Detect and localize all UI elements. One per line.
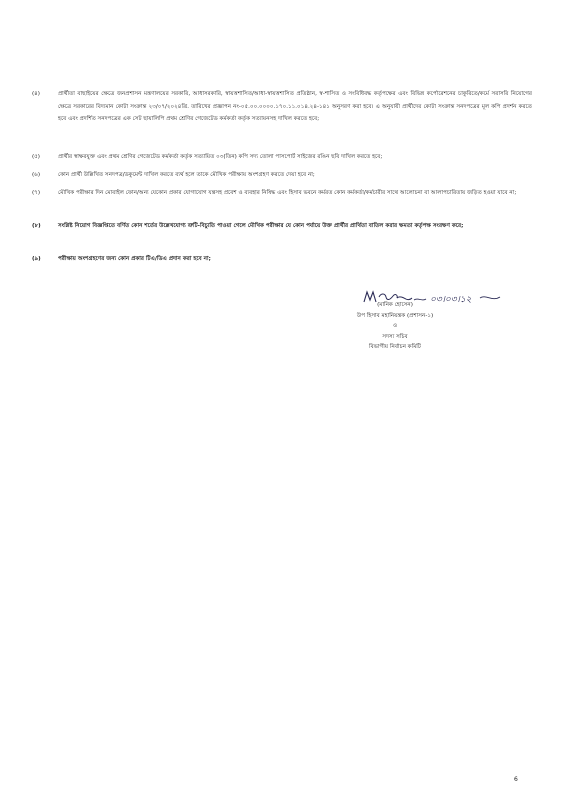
item-text: কোন প্রার্থী উল্লিখিত সনদপত্র/ডকুমেন্ট দাখিল করতে ব্যর্থ হলে তাকে মৌখিক পরীক্ষায় অংশগ্রহণ করতে দেয়া হবে না; bbox=[58, 172, 315, 178]
list-item-4 bbox=[32, 88, 532, 126]
item-number: (৬) bbox=[32, 172, 41, 178]
item-text: মৌখিক পরীক্ষার দিন মোবাইল ফোন/অন্য যেকোন প্রকার যোগাযোগ যন্ত্রসহ প্রবেশ ও ব্যবহার নিষিদ্ধ এবং হিসাব ভবনে কর্মরত কোন কর্মকর্তা/কর্মচারীর সাথে আলোচনা বা আলাপচারিতায় জড়িত হওয়া যাবে না; bbox=[58, 190, 517, 196]
list-item-9 bbox=[32, 253, 532, 266]
list-item-8 bbox=[32, 220, 532, 233]
signatory-conjunction: ও bbox=[392, 323, 398, 329]
signatory-committee: বিভাগীয় নির্বাচন কমিটি bbox=[369, 344, 421, 350]
page-number: 6 bbox=[514, 776, 518, 783]
signatory-name: (মানিক হোসেন) bbox=[377, 302, 413, 308]
list-item-5 bbox=[32, 151, 532, 164]
item-number: (৫) bbox=[32, 154, 40, 160]
signature-date: ০৩।০৩।১২ bbox=[430, 295, 472, 305]
signatory-role: সদস্য সচিব bbox=[382, 333, 408, 340]
item-number: (৭) bbox=[32, 190, 41, 196]
item-text: প্রার্থীর স্বাক্ষরযুক্ত এবং প্রথম শ্রেণির গেজেটেড কর্মকর্তা কর্তৃক সত্যায়িত ০৩(তিন) কপি সদ্য তোলা পাসপোর্ট সাইজের রঙিন ছবি দাখিল করতে হবে; bbox=[58, 154, 383, 160]
signatory-designation: উপ হিসাব মহানিয়ন্ত্রক (প্রশাসন-১) bbox=[356, 312, 434, 319]
list-item-6 bbox=[32, 169, 532, 182]
item-number: (৮) bbox=[32, 223, 41, 229]
item-number: (৪) bbox=[32, 91, 40, 97]
item-number: (৯) bbox=[32, 256, 41, 262]
item-text: সংশ্লিষ্ট নিয়োগ বিজ্ঞপ্তিতে বর্ণিত কোন শর্তের উল্লেখযোগ্য ত্রুটি-বিচ্যুতি পাওয়া গেলে মৌখিক পরীক্ষার যে কোন পর্যায়ে উক্ত প্রার্থীর প্রার্থিতা বাতিল করার ক্ষমতা কর্তৃপক্ষ সংরক্ষণ করে; bbox=[58, 223, 464, 229]
item-text: প্রার্থীতা বাছাইয়ের ক্ষেত্রে জনপ্রশাসন মন্ত্রণালয়ের সরকারি, আধাসরকারি, স্বায়ত্তশাসিত/আধা-স্বায়ত্তশাসিত প্রতিষ্ঠান, স্ব-শাসিত ও সংবিধিবদ্ধ কর্তৃপক্ষের এবং বিভিন্ন কর্পোরেশনের চাকুরিতে/কর্মে সরাসরি নিয়োগের ক্ষেত্রে সরকারের বিদ্যমান কোটা সংক্রান্ত ২৩/০৭/২০২৪খ্রি. তারিখের প্রজ্ঞাপন নং-০৫.০০.০০০০.১৭০.১১.০১৪.২৪-১৪১ অনুসরণ করা হবে। এ অনুযায়ী প্রার্থীদের কোটা সংক্রান্ত সনদপত্রের মূল কপি প্রদর্শন করতে হবে এবং প্রদর্শিত সনদপত্রের এক সেট ছায়ালিপি প্রথম শ্রেণির গেজেটেড কর্মকর্তা কর্তৃক সত্যায়নসহ দাখিল করতে হবে; bbox=[58, 91, 532, 122]
signature-block bbox=[330, 300, 460, 353]
item-text: পরীক্ষায় অংশগ্রহণের জন্য কোন প্রকার টিএ/ডিএ প্রদান করা হবে না; bbox=[58, 256, 211, 262]
list-item-7 bbox=[32, 187, 532, 200]
